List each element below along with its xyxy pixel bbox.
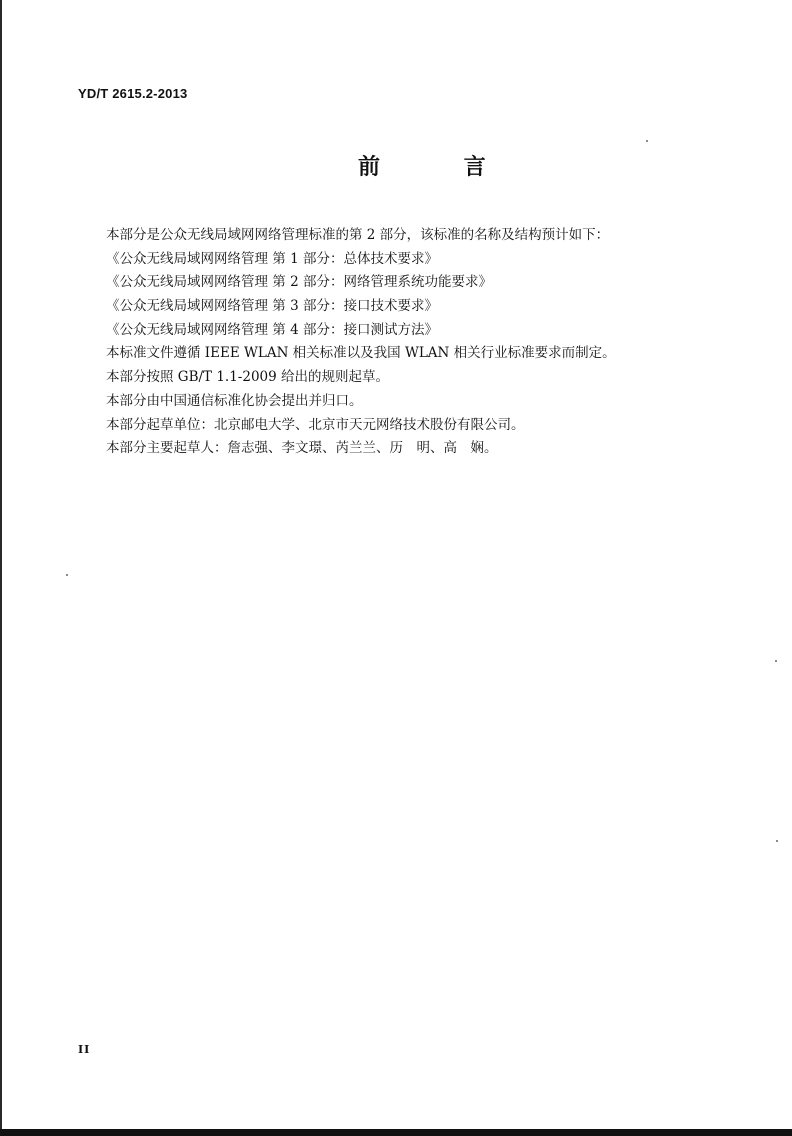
- foreword-body: [106, 224, 666, 461]
- document-code: YD/T 2615.2-2013: [78, 86, 188, 101]
- paragraph-part-3: 《公众无线局域网网络管理 第 3 部分：接口技术要求》: [106, 298, 438, 315]
- paragraph-drafting-units: 本部分起草单位：北京邮电大学、北京市天元网络技术股份有限公司。: [106, 416, 525, 433]
- section-title: 前 言: [358, 155, 524, 180]
- scan-speck: [776, 840, 778, 842]
- scan-speck: [66, 574, 68, 576]
- scan-speck: [775, 660, 777, 662]
- paragraph-drafting-rules: 本部分按照 GB/T 1.1-2009 给出的规则起草。: [106, 369, 390, 386]
- page-number: II: [78, 1043, 91, 1056]
- paragraph-standards-basis: 本标准文件遵循 IEEE WLAN 相关标准以及我国 WLAN 相关行业标准要求而制定。: [106, 345, 616, 362]
- scan-speck: [646, 140, 648, 142]
- paragraph-part-4: 《公众无线局域网网络管理 第 4 部分：接口测试方法》: [106, 321, 438, 338]
- page-bottom-edge: [0, 1129, 792, 1136]
- paragraph-part-1: 《公众无线局域网网络管理 第 1 部分：总体技术要求》: [106, 250, 438, 267]
- paragraph-drafters: 本部分主要起草人：詹志强、李文璟、芮兰兰、历 明、高 娴。: [106, 440, 498, 457]
- paragraph-intro: 本部分是公众无线局域网网络管理标准的第 2 部分，该标准的名称及结构预计如下：: [106, 227, 610, 243]
- paragraph-part-2: 《公众无线局域网网络管理 第 2 部分：网络管理系统功能要求》: [106, 274, 492, 291]
- page-left-edge: [0, 0, 2, 1136]
- paragraph-proposer: 本部分由中国通信标准化协会提出并归口。: [106, 392, 363, 409]
